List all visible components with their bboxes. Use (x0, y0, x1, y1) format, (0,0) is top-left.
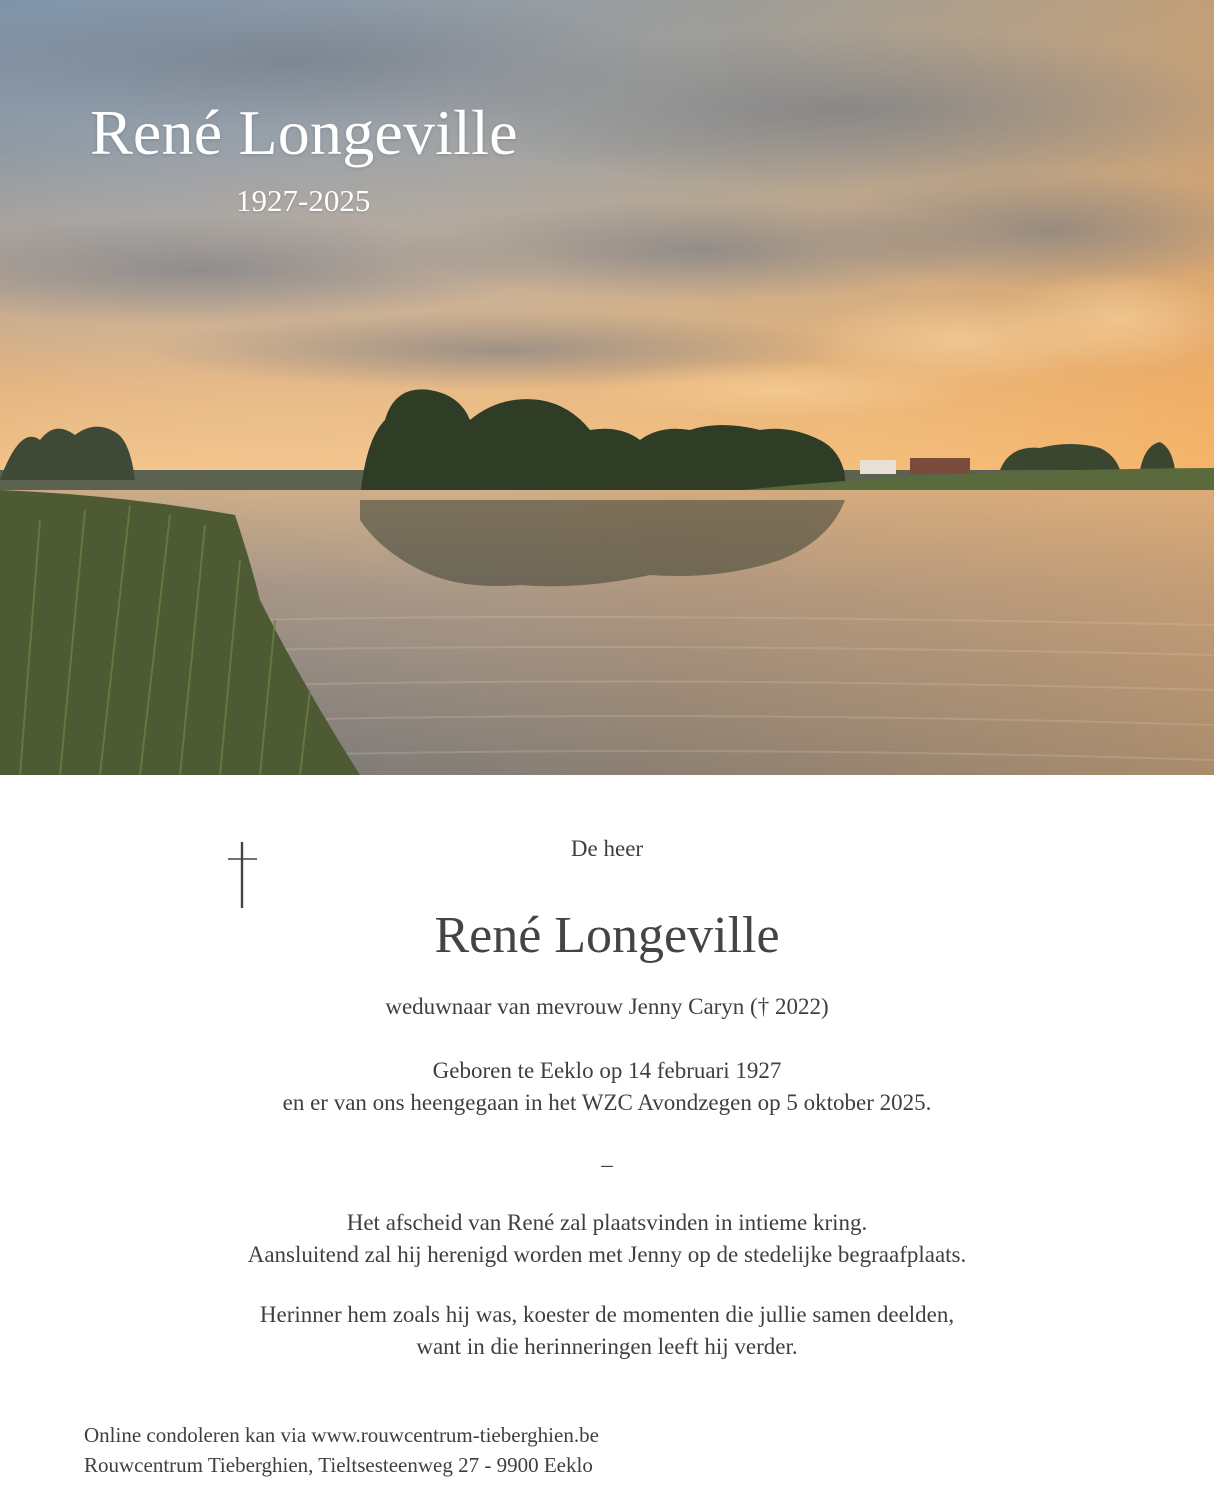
funeral-home-address: Rouwcentrum Tieberghien, Tieltsesteenweg 27 - 9900 Eeklo (84, 1453, 593, 1477)
birth-death-info (0, 1055, 1214, 1119)
separator: – (601, 1152, 613, 1177)
remembrance-text (0, 1299, 1214, 1363)
born-line-2: en er van ons heengegaan in het WZC Avondzegen op 5 oktober 2025. (282, 1090, 932, 1115)
hero-years: 1927-2025 (236, 183, 371, 218)
farewell-line-1: Het afscheid van René zal plaatsvinden in intieme kring. (346, 1210, 868, 1235)
farewell-info (0, 1207, 1214, 1271)
salutation: De heer (570, 836, 644, 861)
footer (84, 1420, 599, 1480)
deceased-name: René Longeville (434, 907, 780, 964)
hero-name: René Longeville (90, 97, 518, 168)
remember-line-1: Herinner hem zoals hij was, koester de momenten die jullie samen deelden, (259, 1302, 955, 1327)
remember-line-2: want in die herinneringen leeft hij verder. (416, 1334, 798, 1359)
widow-line: weduwnaar van mevrouw Jenny Caryn († 2022) (385, 994, 829, 1019)
born-line-1: Geboren te Eeklo op 14 februari 1927 (432, 1058, 782, 1083)
farewell-line-2: Aansluitend zal hij herenigd worden met Jenny op de stedelijke begraafplaats. (247, 1242, 967, 1267)
condolence-link[interactable]: Online condoleren kan via www.rouwcentrum-tieberghien.be (84, 1423, 599, 1447)
